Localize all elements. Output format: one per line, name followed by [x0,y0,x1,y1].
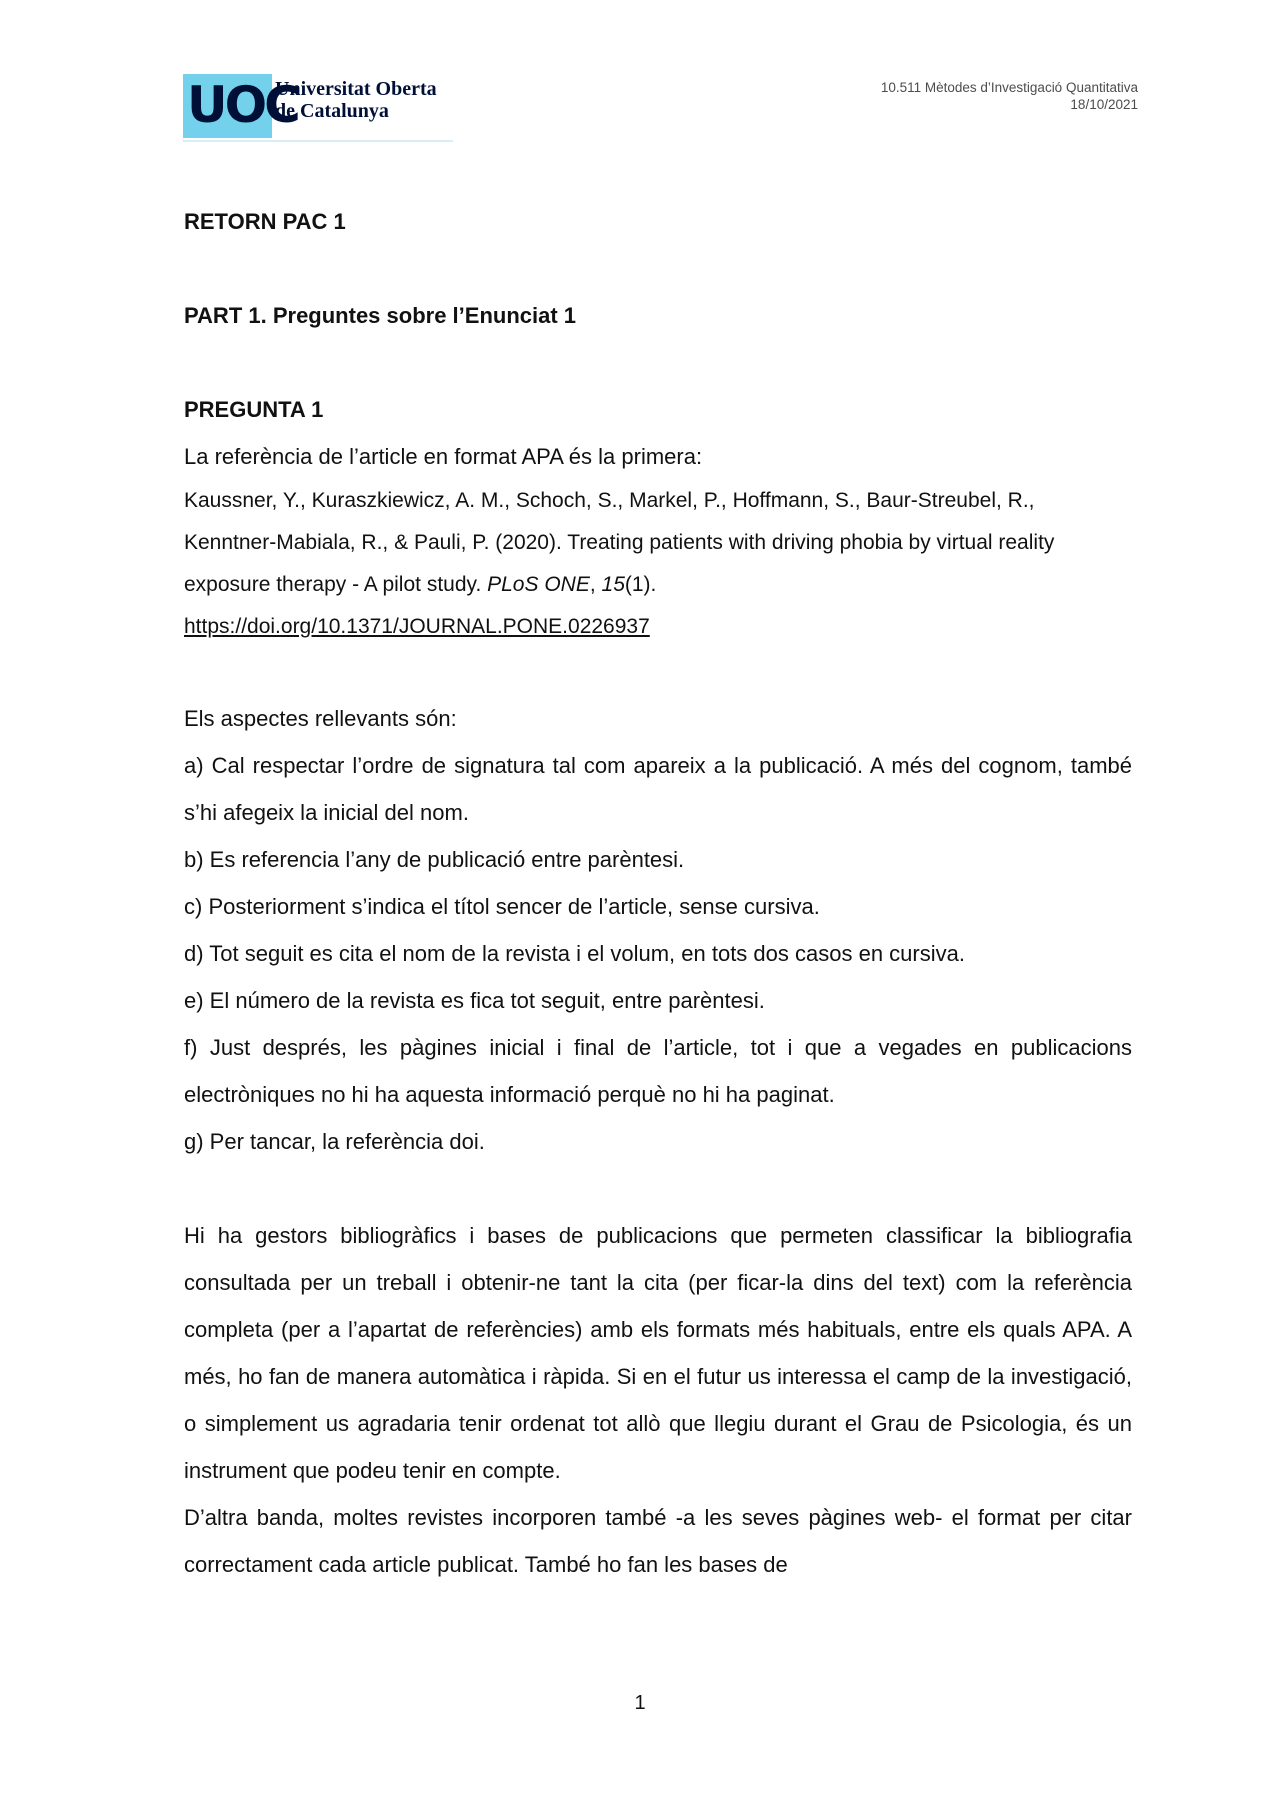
reference-issue: (1). [624,573,657,596]
reference-journal: PLoS ONE [487,573,590,596]
aspects-heading: Els aspectes rellevants són: [184,706,457,731]
course-name: 10.511 Mètodes d’Investigació Quantitativa [880,80,1138,95]
uoc-logo-letters: UOC [187,76,298,134]
document-date: 18/10/2021 [1070,97,1138,112]
uoc-logo [183,74,453,142]
aspect-item: e) El número de la revista es fica tot seguit, entre parèntesi. [184,988,765,1013]
document-body [184,198,1132,1588]
aspect-item: g) Per tancar, la referència doi. [184,1129,485,1154]
page-number: 1 [634,1692,646,1714]
reference-intro: La referència de l’article en format APA és la primera: [184,444,703,469]
university-name [275,78,437,122]
reference-volume: 15 [601,573,625,596]
paragraph-gestors: Hi ha gestors bibliogràfics i bases de publicacions que permeten classificar la bibliografia consultada per un treball i obtenir-ne tant la cita (per ficar-la dins del text) com la referència completa (per a l’apartat de referències) amb els formats més habituals, entre els quals APA. A més, ho fan de manera automàtica i ràpida. Si en el futur us interessa el camp de la investigació, o simplement us agradaria tenir ordenat tot allò que llegiu durant el Grau de Psicologia, és un instrument que podeu tenir en compte. [184,1223,1132,1483]
reference-main: Kaussner, Y., Kuraszkiewicz, A. M., Schoch, S., Markel, P., Hoffmann, S., Baur-Streubel, R., Kenntner-Mabiala, R., & Pauli, P. (2020). Treating patients with driving phobia by virtual reality exposure therapy - A pilot study. [184,489,1055,596]
aspect-item: d) Tot seguit es cita el nom de la revista i el volum, en tots dos casos en cursiva. [184,941,965,966]
document-title: RETORN PAC 1 [184,209,346,234]
reference-doi-link[interactable]: https://doi.org/10.1371/JOURNAL.PONE.0226937 [184,615,650,638]
uoc-logo-mark [183,74,298,138]
aspect-item: a) Cal respectar l’ordre de signatura tal com apareix a la publicació. A més del cognom, també s’hi afegeix la inicial del nom. [184,753,1132,825]
part-heading: PART 1. Preguntes sobre l’Enunciat 1 [184,303,577,328]
aspect-item: f) Just després, les pàgines inicial i final de l’article, tot i que a vegades en publicacions electròniques no hi ha aquesta informació perquè no hi ha paginat. [184,1035,1132,1107]
paragraph-revistes: D’altra banda, moltes revistes incorporen també -a les seves pàgines web- el format per citar correctament cada article publicat. També ho fan les bases de [184,1505,1132,1577]
aspect-item: b) Es referencia l’any de publicació entre parèntesi. [184,847,685,872]
university-name-line2: de Catalunya [275,100,389,122]
university-name-line1: Universitat Oberta [275,78,437,100]
course-header [881,79,1138,113]
apa-reference [184,480,1132,648]
reference-separator: , [589,573,602,596]
question-heading: PREGUNTA 1 [184,397,324,422]
aspect-item: c) Posteriorment s’indica el títol sencer de l’article, sense cursiva. [184,894,820,919]
